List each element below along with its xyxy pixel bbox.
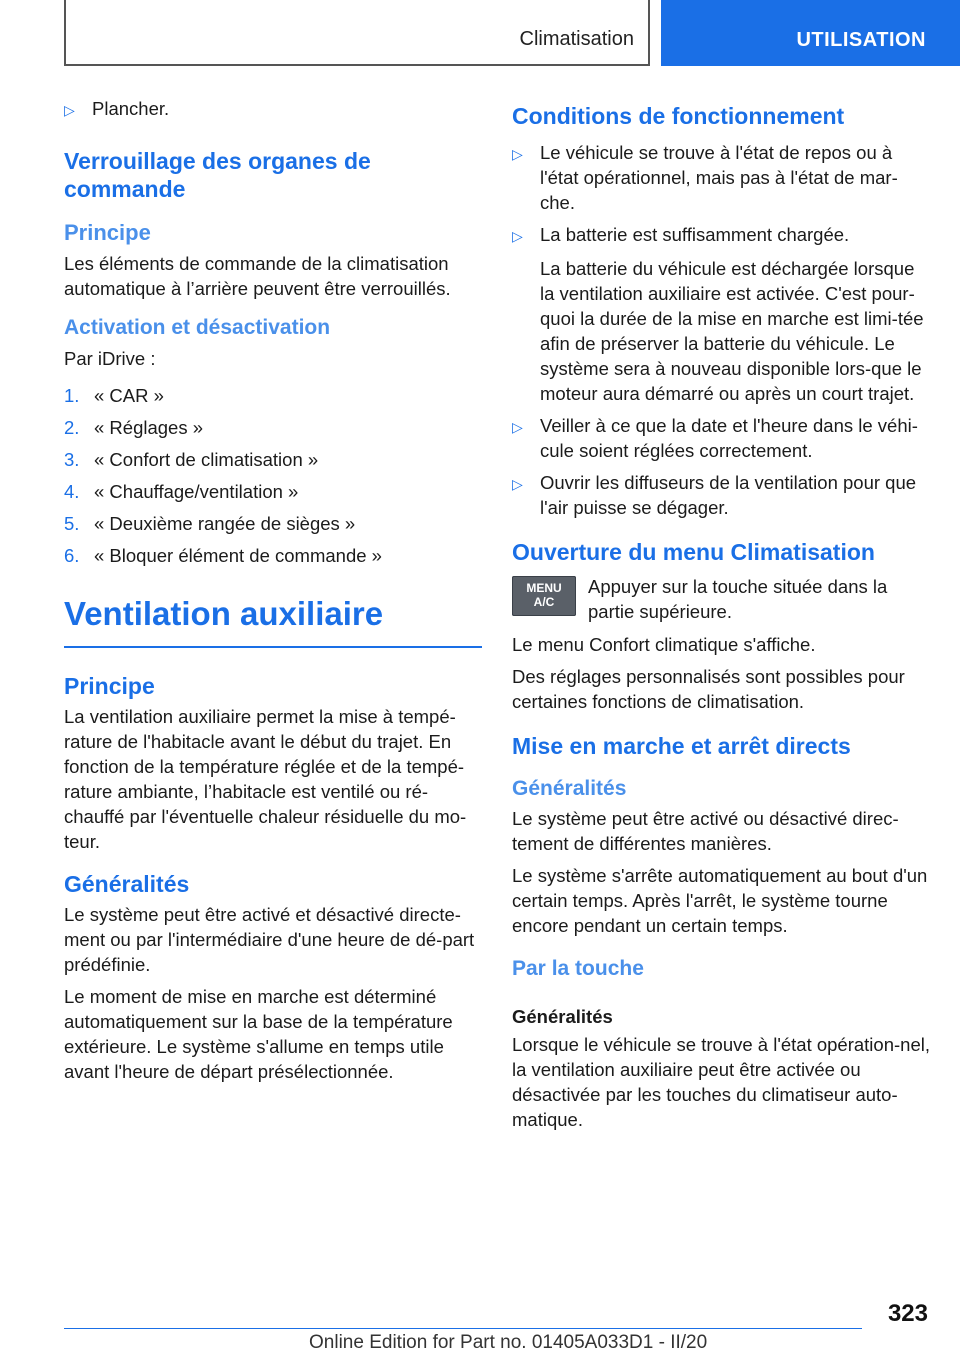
list-item: 4. « Chauffage/ventilation » [64, 481, 299, 502]
paragraph-generalites-2: Le moment de mise en marche est déterminé automatiquement sur la base de la température extérieure. Le système s'allume en temps utile avant l'heure de départ présélectionnée. [64, 986, 453, 1082]
bullet-triangle-icon: ▷ [512, 228, 523, 244]
heading-conditions: Conditions de fonctionnement [512, 103, 845, 129]
paragraph-generalites-1: Le système peut être activé et désactivé directe‐ment ou par l'intermédiaire d'une heure de dé‐part prédéfinie. [64, 904, 475, 975]
footer-edition: Online Edition for Part no. 01405A033D1 - II/20 [309, 1332, 708, 1353]
header-chapter-label: UTILISATION [796, 29, 926, 51]
bullet-item: ▷ Le véhicule se trouve à l'état de repos ou à l'état opérationnel, mais pas à l'état de mar‐che. [512, 142, 898, 213]
paragraph-g1: Le système peut être activé ou désactivé direc‐tement de différentes manières. [512, 808, 899, 854]
heading-ouverture-menu: Ouverture du menu Climatisation [512, 539, 875, 565]
header-chapter-tab [661, 0, 960, 66]
heading-activation: Activation et désactivation [64, 316, 331, 339]
bullet-item [64, 96, 482, 123]
steps-list [64, 383, 482, 568]
heading-generalites-small: Généralités [512, 1006, 613, 1027]
heading-ventilation-auxiliaire: Ventilation auxiliaire [64, 595, 384, 632]
list-item: 5. « Deuxième rangée de sièges » [64, 513, 356, 534]
bullet-item: ▷ Ouvrir les diffuseurs de la ventilation pour que l'air puisse se dégager. [512, 472, 917, 518]
bullet-triangle-icon: ▷ [512, 146, 523, 162]
bullet-text: Plancher. [92, 98, 170, 119]
paragraph-principe-2: La ventilation auxiliaire permet la mise à tempé‐rature de l'habitacle avant le début du trajet. En fonction de la température réglée et de la tempé‐rature ambiante, l’habitacle est ventilé ou ré‐chauffé par l'éventuelle chaleur résiduelle du mo‐teur. [64, 706, 467, 852]
list-item: 3. « Confort de climatisation » [64, 449, 319, 470]
bullet-detail: La batterie du véhicule est déchargée lorsque la ventilation auxiliaire est activée. C'est pour‐quoi la durée de la mise en marche est limi‐tée afin de préserver la batterie du véhicule. Le système sera à nouveau disponible lors‐que le moteur aura démarré ou après un court trajet. [540, 258, 924, 404]
page-number: 323 [887, 1300, 928, 1327]
heading-mise-en-marche: Mise en marche et arrêt directs [512, 733, 851, 759]
paragraph-principe: Les éléments de commande de la climatisation automatique à l’arrière peuvent être verrouillés. [64, 253, 451, 299]
bullet-triangle-icon: ▷ [512, 476, 523, 492]
paragraph-idrive: Par iDrive : [64, 348, 156, 369]
right-column [512, 96, 932, 1139]
heading-par-la-touche: Par la touche [512, 957, 644, 980]
paragraph-touche: Lorsque le véhicule se trouve à l'état opération‐nel, la ventilation auxiliaire peut être activée ou désactivée par les touches du climatiseur auto‐matique. [512, 1034, 930, 1130]
footer-divider [64, 1328, 862, 1329]
list-item: 1. « CAR » [64, 385, 164, 406]
left-column [64, 96, 482, 1091]
bullet-item: ▷ Veiller à ce que la date et l'heure dans le véhi‐cule soient réglées correctement. [512, 415, 918, 461]
bullet-triangle-icon: ▷ [64, 102, 75, 118]
heading-generalites-right: Généralités [512, 777, 627, 800]
heading-generalites: Généralités [64, 871, 190, 897]
header-section-box [64, 0, 650, 66]
bullet-item: ▷ La batterie est suffisamment chargée. [512, 222, 932, 249]
paragraph-appuyer: Appuyer sur la touche située dans la partie supérieure. [588, 576, 888, 622]
heading-principe: Principe [64, 220, 151, 245]
heading-verrouillage: Verrouillage des organes de commande [64, 148, 371, 202]
section-divider [64, 646, 482, 648]
list-item: 6. « Bloquer élément de commande » [64, 545, 382, 566]
paragraph-menu-confort: Le menu Confort climatique s'affiche. [512, 634, 816, 655]
menu-instruction [512, 574, 932, 624]
paragraph-reglages: Des réglages personnalisés sont possibles pour certaines fonctions de climatisation. [512, 666, 905, 712]
heading-principe-2: Principe [64, 673, 155, 699]
menu-ac-button-icon: MENU A/C [512, 576, 576, 616]
bullet-triangle-icon: ▷ [512, 419, 523, 435]
list-item: 2. « Réglages » [64, 417, 204, 438]
paragraph-g2: Le système s'arrête automatiquement au bout d'un certain temps. Après l'arrêt, le système tourne encore pendant un certain temps. [512, 865, 928, 936]
header-section-title: Climatisation [519, 28, 634, 50]
